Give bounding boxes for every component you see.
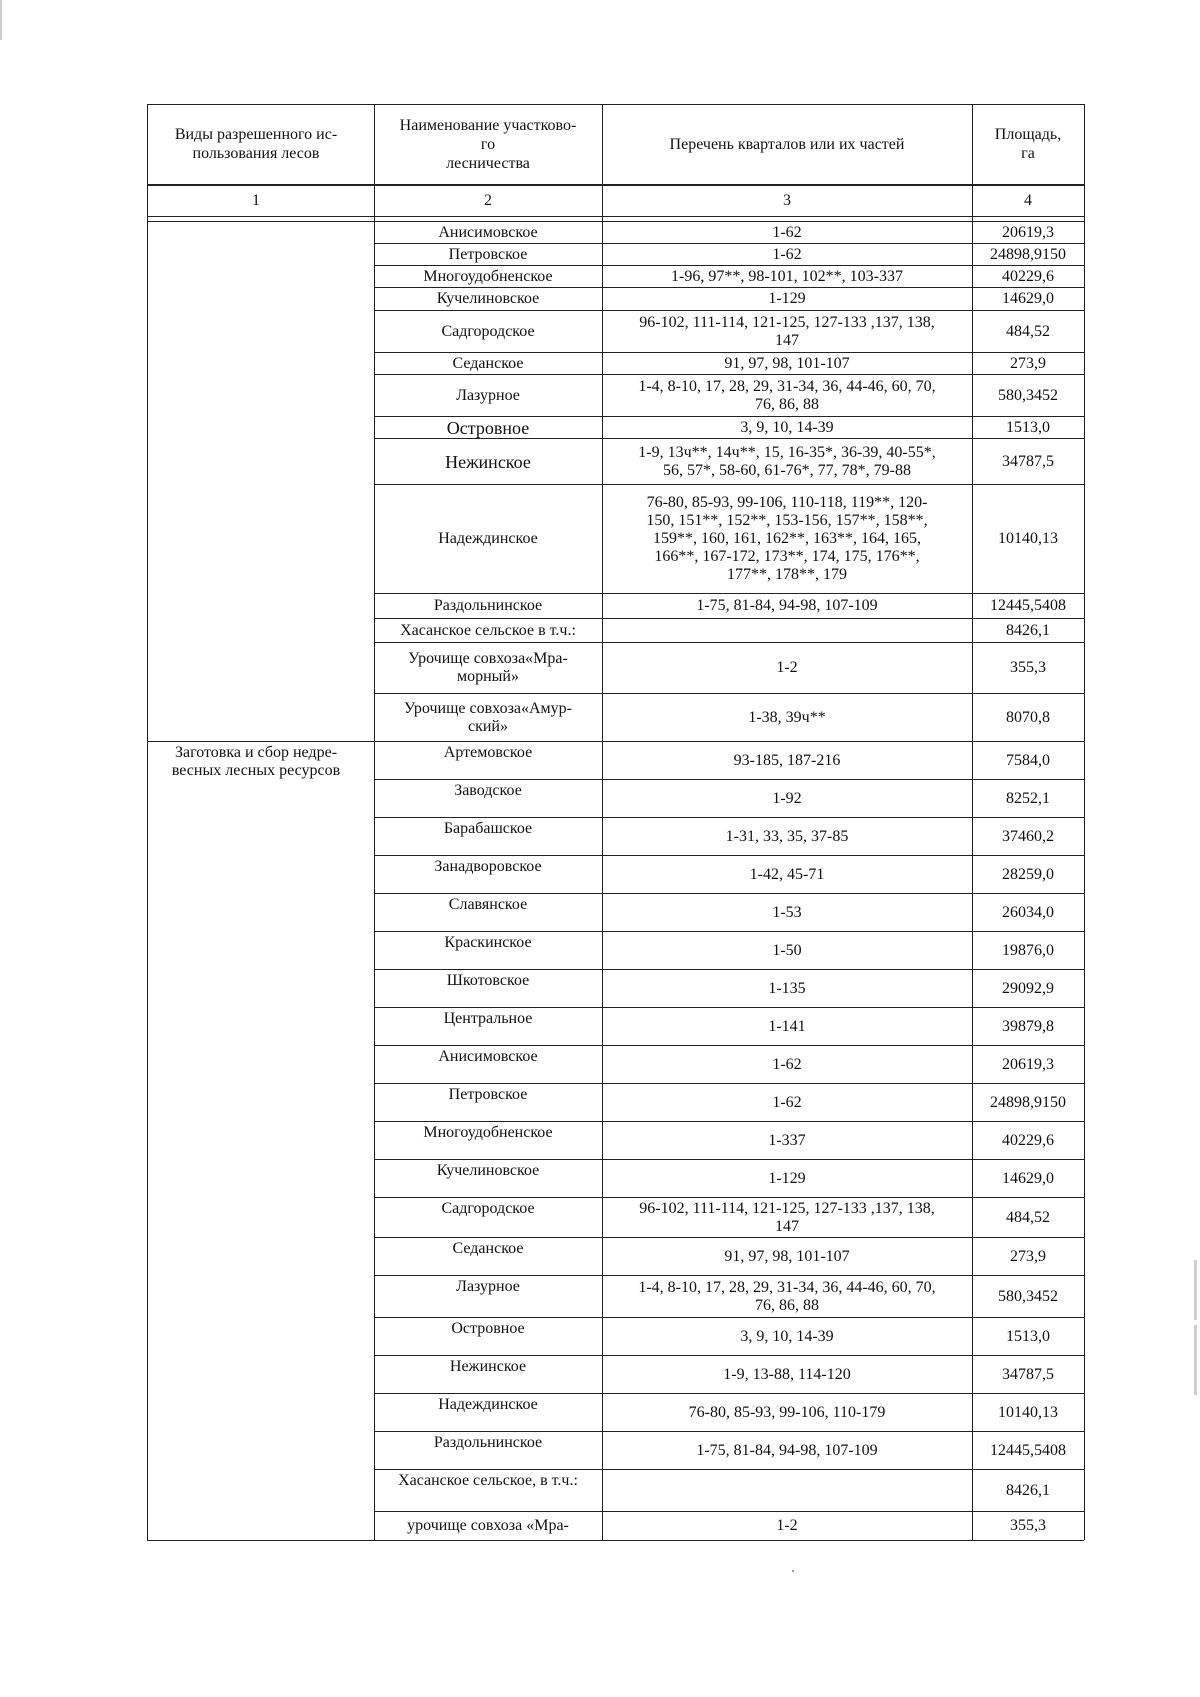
forestry-name-cell: Заводское: [454, 782, 522, 799]
area-cell: 24898,9150: [990, 1093, 1066, 1111]
forestry-name-cell: Многоудобненское: [423, 1124, 553, 1141]
area-cell: 1513,0: [1006, 418, 1050, 436]
forestry-name-cell: Садгородское: [441, 1200, 535, 1217]
area-cell: 24898,9150: [990, 245, 1066, 263]
area-cell: 355,3: [1010, 1517, 1046, 1534]
scan-page-edge: [0, 0, 2, 40]
area-cell: 8426,1: [1006, 1481, 1050, 1499]
quarters-cell: 1-42, 45-71: [749, 865, 825, 883]
allowed-use-type: Заготовка и сбор недре- весных лесных ресурсов: [171, 744, 341, 779]
area-cell: 26034,0: [1002, 903, 1054, 921]
area-cell: 8426,1: [1006, 621, 1050, 639]
forestry-name-cell: Островное: [451, 1320, 525, 1337]
quarters-cell: 1-75, 81-84, 94-98, 107-109: [696, 1441, 878, 1459]
quarters-cell: 1-62: [772, 1055, 802, 1073]
quarters-cell: 91, 97, 98, 101-107: [724, 1247, 850, 1265]
table-border-left: [147, 104, 148, 1540]
area-cell: 580,3452: [998, 1287, 1058, 1305]
header-forestry-name: Наименование участково- го лесничества: [399, 116, 577, 172]
area-cell: 273,9: [1010, 354, 1046, 372]
area-cell: 8252,1: [1006, 789, 1050, 807]
section-divider: [147, 741, 374, 742]
quarters-cell: 1-2: [776, 659, 798, 676]
forestry-name-cell: Островное: [446, 417, 530, 438]
area-cell: 10140,13: [998, 530, 1058, 547]
area-cell: 10140,13: [998, 1403, 1058, 1421]
forestry-name-cell: Раздольнинское: [433, 597, 543, 614]
forestry-name-cell: Краскинское: [444, 934, 532, 951]
forestry-name-cell: Раздольнинское: [433, 1434, 543, 1451]
area-cell: 273,9: [1010, 1247, 1046, 1265]
area-cell: 34787,5: [1002, 452, 1054, 470]
forestry-name-cell: Барабашское: [443, 820, 533, 837]
area-cell: 40229,6: [1002, 267, 1054, 285]
forestry-name-cell: Шкотовское: [446, 972, 530, 989]
area-cell: 20619,3: [1002, 1055, 1054, 1073]
quarters-cell: 93-185, 187-216: [733, 751, 841, 769]
header-area: Площадь, га: [994, 126, 1062, 162]
table-border-right: [1084, 104, 1085, 1540]
forestry-name-cell: Урочище совхоза«Амур- ский»: [403, 699, 572, 735]
forestry-name-cell: Надеждинское: [438, 530, 538, 547]
quarters-cell: 91, 97, 98, 101-107: [724, 354, 850, 372]
scan-margin-mark: [1194, 1260, 1197, 1320]
area-cell: 39879,8: [1002, 1017, 1054, 1035]
area-cell: 19876,0: [1002, 941, 1054, 959]
quarters-cell: 1-53: [772, 903, 802, 921]
forestry-name-cell: Анисимовское: [438, 1048, 538, 1065]
quarters-cell: 3, 9, 10, 14-39: [740, 1327, 834, 1345]
forestry-name-cell: урочище совхоза «Мра-: [407, 1517, 569, 1534]
area-cell: 580,3452: [998, 386, 1058, 404]
quarters-cell: 1-129: [768, 290, 806, 307]
quarters-cell: [602, 1470, 972, 1511]
forestry-name-cell: Нежинское: [445, 451, 531, 472]
quarters-cell: [602, 619, 972, 642]
scan-margin-mark: [1194, 1325, 1197, 1395]
forestry-name-cell: Центральное: [443, 1010, 533, 1027]
forestry-name-cell: Нежинское: [449, 1358, 527, 1375]
area-cell: 40229,6: [1002, 1131, 1054, 1149]
forestry-name-cell: Занадворовское: [434, 858, 542, 875]
area-cell: 484,52: [1006, 322, 1050, 340]
forestry-name-cell: Анисимовское: [438, 223, 538, 241]
forestry-name-cell: Урочище совхоза«Мра- морный»: [408, 650, 568, 685]
quarters-cell: 1-92: [772, 789, 802, 807]
column-number: 4: [1024, 192, 1032, 209]
table-border-bottom: [147, 1540, 1084, 1541]
forestry-name-cell: Кучелиновское: [436, 290, 540, 307]
header-quarters-list: Перечень кварталов или их частей: [669, 135, 905, 153]
quarters-cell: 76-80, 85-93, 99-106, 110-179: [688, 1403, 886, 1421]
column-number: 3: [783, 192, 791, 209]
forestry-name-cell: Лазурное: [456, 1278, 520, 1295]
area-cell: 12445,5408: [990, 597, 1066, 614]
forestry-name-cell: Многоудобненское: [423, 267, 553, 285]
forestry-name-cell: Надеждинское: [438, 1396, 538, 1413]
area-cell: 12445,5408: [990, 1441, 1066, 1459]
area-cell: 355,3: [1010, 659, 1046, 676]
forestry-name-cell: Хасанское сельское в т.ч.:: [400, 621, 576, 639]
quarters-cell: 1-2: [776, 1517, 798, 1534]
quarters-cell: 76-80, 85-93, 99-106, 110-118, 119**, 120- 150, 151**, 152**, 153-156, 157**, 158**, 159**, 160, 161, 162**, 163**, 164, 165, 166**, 167-172, 173**, 174, 175, 176**, 177**, 178**, 179: [646, 494, 928, 583]
forestry-name-cell: Петровское: [448, 245, 528, 263]
quarters-cell: 1-38, 39ч**: [748, 708, 826, 726]
quarters-cell: 1-75, 81-84, 94-98, 107-109: [696, 597, 878, 614]
area-cell: 28259,0: [1002, 865, 1054, 883]
area-cell: 14629,0: [1002, 1169, 1054, 1187]
area-cell: 14629,0: [1002, 290, 1054, 307]
area-cell: 7584,0: [1006, 751, 1050, 769]
forestry-name-cell: Славянское: [448, 896, 528, 913]
area-cell: 20619,3: [1002, 223, 1054, 241]
column-number: 1: [252, 192, 260, 209]
quarters-cell: 1-50: [772, 941, 802, 959]
area-cell: 34787,5: [1002, 1365, 1054, 1383]
quarters-cell: 1-62: [772, 245, 802, 263]
quarters-cell: 1-62: [772, 1093, 802, 1111]
quarters-cell: 3, 9, 10, 14-39: [740, 418, 834, 436]
quarters-cell: 1-62: [772, 223, 802, 241]
quarters-cell: 1-135: [768, 979, 806, 997]
quarters-cell: 1-337: [768, 1131, 806, 1149]
forestry-name-cell: Седанское: [452, 354, 524, 372]
scan-speck: [792, 1570, 794, 1572]
column-number: 2: [484, 192, 492, 209]
quarters-cell: 1-31, 33, 35, 37-85: [725, 827, 849, 845]
area-cell: 484,52: [1006, 1208, 1050, 1226]
area-cell: 29092,9: [1002, 979, 1054, 997]
header-allowed-use: Виды разрешенного ис- пользования лесов: [174, 126, 338, 162]
forestry-name-cell: Хасанское сельское, в т.ч.:: [398, 1472, 578, 1489]
quarters-cell: 96-102, 111-114, 121-125, 127-133 ,137, 138, 147: [639, 1199, 935, 1235]
quarters-cell: 1-129: [768, 1169, 806, 1187]
quarters-cell: 1-9, 13ч**, 14ч**, 15, 16-35*, 36-39, 40-55*, 56, 57*, 58-60, 61-76*, 77, 78*, 79-88: [638, 443, 936, 479]
quarters-cell: 1-4, 8-10, 17, 28, 29, 31-34, 36, 44-46, 60, 70, 76, 86, 88: [638, 377, 936, 413]
forestry-name-cell: Лазурное: [456, 386, 520, 404]
area-cell: 1513,0: [1006, 1327, 1050, 1345]
forestry-name-cell: Седанское: [452, 1240, 524, 1257]
column-number-divider: [147, 216, 1084, 217]
forestry-name-cell: Петровское: [448, 1086, 528, 1103]
quarters-cell: 1-96, 97**, 98-101, 102**, 103-337: [671, 267, 903, 285]
forestry-name-cell: Садгородское: [441, 322, 535, 340]
quarters-cell: 1-4, 8-10, 17, 28, 29, 31-34, 36, 44-46, 60, 70, 76, 86, 88: [638, 1278, 936, 1314]
quarters-cell: 1-141: [768, 1017, 806, 1035]
area-cell: 8070,8: [1006, 708, 1050, 726]
forestry-name-cell: Кучелиновское: [436, 1162, 540, 1179]
forestry-name-cell: Артемовское: [443, 744, 533, 761]
quarters-cell: 1-9, 13-88, 114-120: [723, 1365, 851, 1383]
area-cell: 37460,2: [1002, 827, 1054, 845]
quarters-cell: 96-102, 111-114, 121-125, 127-133 ,137, 138, 147: [639, 313, 935, 349]
